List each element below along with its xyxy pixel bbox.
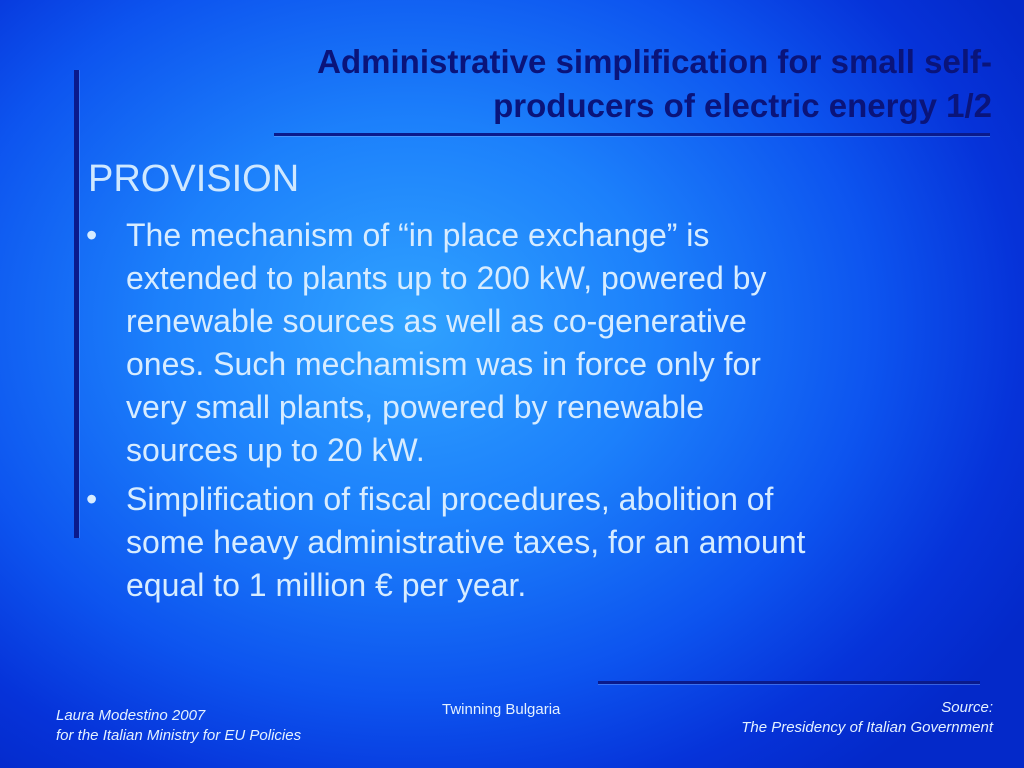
bullet-1-line-5: very small plants, powered by renewable: [126, 389, 705, 425]
bullet-list: [86, 214, 986, 613]
footer-source-line-1: Source:: [941, 699, 993, 716]
footer-source-line-2: The Presidency of Italian Government: [741, 719, 993, 736]
footer-source: [741, 698, 993, 738]
footer-center-label: Twinning Bulgaria: [442, 701, 561, 718]
bullet-1-line-6: sources up to 20 kW.: [126, 432, 425, 468]
footer-author: [56, 706, 301, 746]
bullet-mark: •: [86, 481, 98, 517]
bullet-2-line-2: some heavy administrative taxes, for an amount: [126, 524, 806, 560]
bullet-item-1: [86, 214, 986, 472]
title-line-1: Administrative simplification for small self-: [317, 43, 992, 80]
bullet-mark: •: [86, 217, 98, 253]
bullet-item-2: [86, 478, 986, 607]
bullet-2-line-3: equal to 1 million € per year.: [126, 567, 527, 603]
section-heading: PROVISION: [88, 158, 300, 200]
bullet-1-line-3: renewable sources as well as co-generative: [126, 303, 747, 339]
left-vertical-rule: [74, 70, 79, 538]
footer-author-line-2: for the Italian Ministry for EU Policies: [56, 727, 302, 744]
slide-title: [132, 40, 992, 128]
title-line-2: producers of electric energy 1/2: [493, 87, 992, 124]
footer-author-line-1: Laura Modestino 2007: [56, 707, 206, 724]
bullet-1-line-4: ones. Such mechamism was in force only for: [126, 346, 761, 382]
bullet-1-line-2: extended to plants up to 200 kW, powered by: [126, 260, 767, 296]
bullet-1-line-1: The mechanism of “in place exchange” is: [126, 217, 710, 253]
footer-rule: [598, 681, 980, 684]
title-underline-rule: [274, 133, 990, 136]
bullet-2-line-1: Simplification of fiscal procedures, abolition of: [126, 481, 774, 517]
